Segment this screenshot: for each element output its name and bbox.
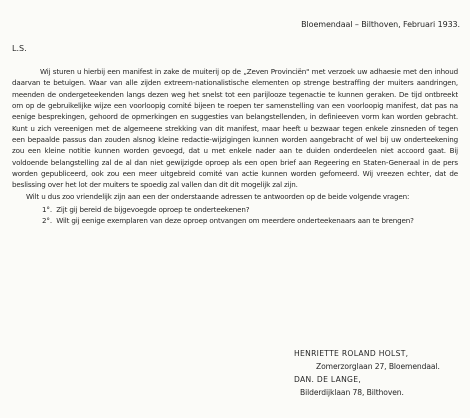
signature-block [294,347,440,399]
letter-body [12,66,458,227]
question-list [12,204,458,227]
dateline: Bloemendaal – Bilthoven, Februari 1933. [301,20,460,29]
signatory-address: Bilderdijklaan 78, Bilthoven. [300,388,404,397]
signatory-address: Zomerzorglaan 27, Bloemendaal. [316,362,440,371]
question-text: Zijt gij bereid de bijgevoegde oproep te onderteekenen? [56,205,250,215]
question-text: Wilt gij eenige exemplaren van deze oproep ontvangen om meerdere onderteekenaars aan te brengen? [56,216,414,226]
question-number: 1°. [42,205,52,215]
signatory-name: DAN. DE LANGE, [294,375,362,384]
question-item [12,204,458,215]
question-number: 2°. [42,216,52,226]
salutation: L.S. [12,44,27,53]
question-item [12,215,458,226]
paragraph-main: Wij sturen u hierbij een manifest in zake de muiterij op de „Zeven Provinciën" met verzoek uw adhaesie met den inhoud daarvan te betuigen. Waar van alle zijden extreem-nationalistische elementen op strenge bestraffing der muiters aandringen, meenden de ondergeteekenden langs dezen weg het snelst tot een parijlooze tegenactie te kunnen geraken. De tijd ontbreekt om op de gebruikelijke wijze een voorloopig comité bijeen te roepen ter samenstelling van een voorloopig manifest, dat pas na eenige besprekingen, gehoord de opmerkingen en suggesties van belangstellenden, in definieeven vorm kan worden gebracht. Kunt u zich vereenigen met de algemeene strekking van dit manifest, maar heeft u bezwaar tegen enkele zinsneden of tegen een bepaalde passus dan zouden alsnog kleine redactie-wijzigingen kunnen worden aangebracht of wel bij uw onderteekening zou een kleine notitie kunnen worden gevoegd, dat u met enkele nader aan te duiden onderdeelen niet accoord gaat. Bij voldoende belangstelling zal de al dan niet gewijzigde oproep als een open brief aan Regeering en Staten-Generaal in de pers worden gepubliceerd, ook zou een meer uitgebreid comité van actie kunnen worden gefomeerd. Wij vreezen echter, dat de beslissing over het lot der muiters te spoedig zal vallen dan dit dit mogelijk zal zijn. [12,67,458,190]
paragraph-request: Wilt u dus zoo vriendelijk zijn aan een der onderstaande adressen te antwoorden op de beide volgende vragen: [26,191,410,201]
signatory-name: HENRIETTE ROLAND HOLST, [294,349,409,358]
